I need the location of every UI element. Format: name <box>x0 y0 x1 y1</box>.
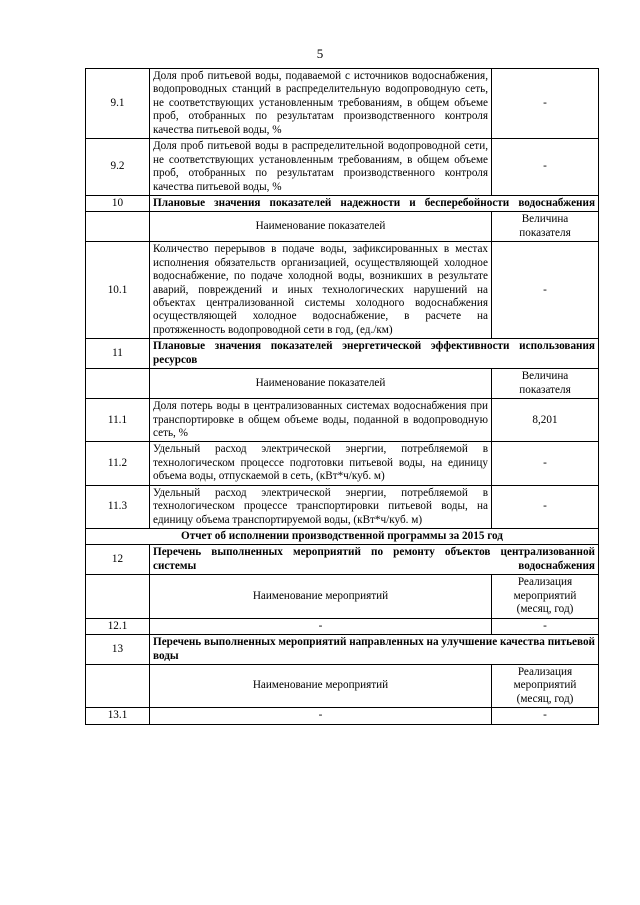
indicator-text: Удельный расход электрической энергии, потребляемой в технологическом процессе транспортировки питьевой воды, на единицу объема транспортируемой воды, (кВт*ч/куб. м) <box>150 485 492 528</box>
section-number: 12 <box>86 545 150 575</box>
column-header-row <box>86 212 599 242</box>
page-number: 5 <box>316 46 324 61</box>
indicators-table <box>85 68 599 725</box>
table-row <box>86 618 599 634</box>
section-row <box>86 339 599 369</box>
indicator-value: - <box>492 242 599 339</box>
column-header-row <box>86 575 599 618</box>
section-row <box>86 195 599 211</box>
column-header-row <box>86 369 599 399</box>
indicator-text: Доля проб питьевой воды в распределительной водопроводной сети, не соответствующих установленным требованиям, в общем объеме проб, отобранных по результатам производственного контроля качества питьевой воды, % <box>150 139 492 196</box>
indicator-value: 8,201 <box>492 399 599 442</box>
row-number: 11.1 <box>86 399 150 442</box>
section-row <box>86 635 599 665</box>
indicator-text: Удельный расход электрической энергии, потребляемой в технологическом процессе подготовки питьевой воды, на единицу объема воды, отпускаемой в сеть, (кВт*ч/куб. м) <box>150 442 492 485</box>
section-number: 11 <box>86 339 150 369</box>
indicator-text: Количество перерывов в подаче воды, зафиксированных в местах исполнения обязательств организацией, осуществляющей холодное водоснабжение, по подаче холодной воды, возникших в результате аварий, повреждений и иных технологических нарушений на объектах централизованной системы холодного водоснабжения осуществляющей холодное водоснабжение, в расчете на протяженность водопроводной сети в год, (ед./км) <box>150 242 492 339</box>
activity-value: - <box>492 708 599 724</box>
column-header-name: Наименование показателей <box>150 212 492 242</box>
indicator-text: Доля проб питьевой воды, подаваемой с источников водоснабжения, водопроводных станций в распределительную водопроводную сеть, не соответствующих установленным требованиям, в общем объеме проб, отобранных по результатам производственного контроля качества питьевой воды, % <box>150 69 492 139</box>
indicator-text: Доля потерь воды в централизованных системах водоснабжения при транспортировке в общем объеме воды, поданной в водопроводную сеть, % <box>150 399 492 442</box>
row-number: 9.2 <box>86 139 150 196</box>
table-row <box>86 485 599 528</box>
column-header-name: Наименование мероприятий <box>150 664 492 707</box>
table-row <box>86 399 599 442</box>
section-number: 13 <box>86 635 150 665</box>
column-header-value: Реализация мероприятий (месяц, год) <box>492 575 599 618</box>
activity-text: - <box>150 708 492 724</box>
section-title: Перечень выполненных мероприятий по ремонту объектов централизованной системы водоснабжения <box>150 545 599 575</box>
row-number: 13.1 <box>86 708 150 724</box>
table-row <box>86 139 599 196</box>
row-number: 11.2 <box>86 442 150 485</box>
report-heading-row <box>86 529 599 545</box>
table-row <box>86 242 599 339</box>
indicator-value: - <box>492 69 599 139</box>
report-heading: Отчет об исполнении производственной программы за 2015 год <box>86 529 599 545</box>
section-row <box>86 545 599 575</box>
table-row <box>86 69 599 139</box>
column-header-value: Величина показателя <box>492 212 599 242</box>
section-title: Перечень выполненных мероприятий направленных на улучшение качества питьевой воды <box>150 635 599 665</box>
table-row <box>86 442 599 485</box>
column-header-value: Величина показателя <box>492 369 599 399</box>
column-header-name: Наименование показателей <box>150 369 492 399</box>
indicator-value: - <box>492 442 599 485</box>
section-number: 10 <box>86 195 150 211</box>
row-number: 11.3 <box>86 485 150 528</box>
activity-value: - <box>492 618 599 634</box>
column-header-row <box>86 664 599 707</box>
row-number: 12.1 <box>86 618 150 634</box>
row-number: 9.1 <box>86 69 150 139</box>
section-title: Плановые значения показателей энергетической эффективности использования ресурсов <box>150 339 599 369</box>
indicator-value: - <box>492 485 599 528</box>
table-row <box>86 708 599 724</box>
indicator-value: - <box>492 139 599 196</box>
column-header-value: Реализация мероприятий (месяц, год) <box>492 664 599 707</box>
section-title: Плановые значения показателей надежности и бесперебойности водоснабжения <box>150 195 599 211</box>
column-header-name: Наименование мероприятий <box>150 575 492 618</box>
activity-text: - <box>150 618 492 634</box>
row-number: 10.1 <box>86 242 150 339</box>
